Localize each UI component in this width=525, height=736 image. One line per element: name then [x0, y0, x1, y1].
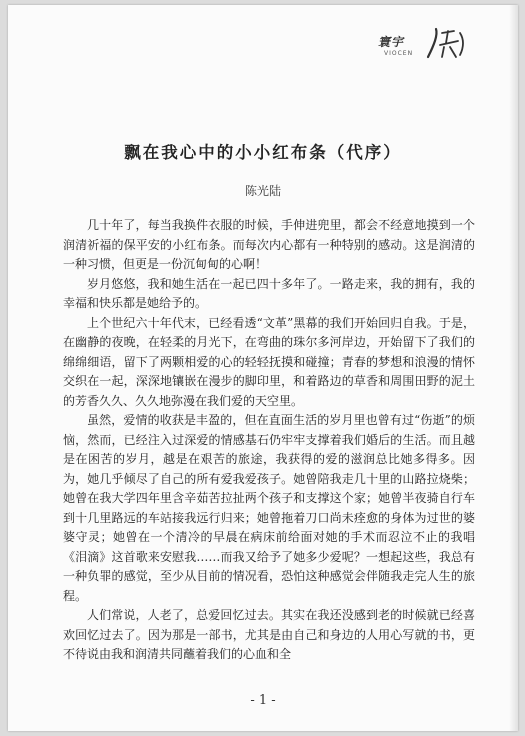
paragraph: 上个世纪六十年代末，已经看透“文革”黑幕的我们开始回归自我。于是，在幽静的夜晚，在轻柔的月光下，在弯曲的珠尔多河岸边，开始留下了我们的绵绵细语，留下了两颗相爱的心的轻轻抚摸和碰撞；青春的梦想和浪漫的情怀交织在一起，深深地镶嵌在漫步的脚印里，和着路边的草香和周围田野的泥土的芳香久久、久久地弥漫在我们爱的天空里。 — [63, 315, 475, 408]
page-number: - 1 - — [250, 693, 276, 708]
logo-english-text: VIOCEN — [384, 50, 414, 57]
paragraph: 人们常说，人老了，总爱回忆过去。其实在我还没感到老的时候就已经喜欢回忆过去了。因为那是一部书，尤其是由自己和身边的人用心写就的书，更不待说由我和润清共同蘸着我们的心血和全 — [63, 608, 475, 661]
paragraph: 几十年了，每当我换件衣服的时候，手伸进兜里，都会不经意地摸到一个润清祈福的保平安的小红布条。而每次内心都有一种特别的感动。这是润清的一种习惯，但更是一份沉甸甸的心啊！ — [63, 218, 475, 271]
chapter-title: 飘在我心中的小小红布条（代序） — [124, 143, 402, 162]
book-page — [8, 5, 518, 731]
paragraph: 岁月悠悠，我和她生活在一起已四十多年了。一路走来，我的拥有，我的幸福和快乐都是她给予的。 — [63, 276, 475, 310]
paragraph: 虽然，爱情的收获是丰盈的，但在直面生活的岁月里也曾有过“伤逝”的烦恼，然而，已经注入过深爱的情感基石仍牢牢支撑着我们婚后的生活。而且越是在困苦的岁月，越是在艰苦的旅途，我获得的爱的滋润总比她多得多。因为，她几乎倾尽了自己的所有爱我爱孩子。她曾陪我走几十里的山路拉烧柴；她曾在我大学四年里含辛茹苦拉扯两个孩子和支撑这个家；她曾半夜骑自行车到十几里路远的车站接我远行归来；她曾拖着刀口尚未痊愈的身体为过世的婆婆守灵；她曾在一个清冷的早晨在病床前给面对她的手术而忍泣不止的我唱《泪滴》这首歌来安慰我……而我又给予了她多少爱呢？一想起这些，我总有一种负罪的感觉，至少从目前的情况看，恐怕这种感觉会伴随我走完人生的旅程。 — [63, 413, 475, 603]
logo-chinese-text: 寰宇 — [378, 35, 405, 49]
page-edge-shadow — [509, 5, 518, 731]
body-text — [63, 216, 475, 665]
calligraphy-mark-icon — [424, 27, 468, 61]
publisher-logo — [374, 27, 474, 63]
author-name: 陈光陆 — [244, 184, 281, 198]
